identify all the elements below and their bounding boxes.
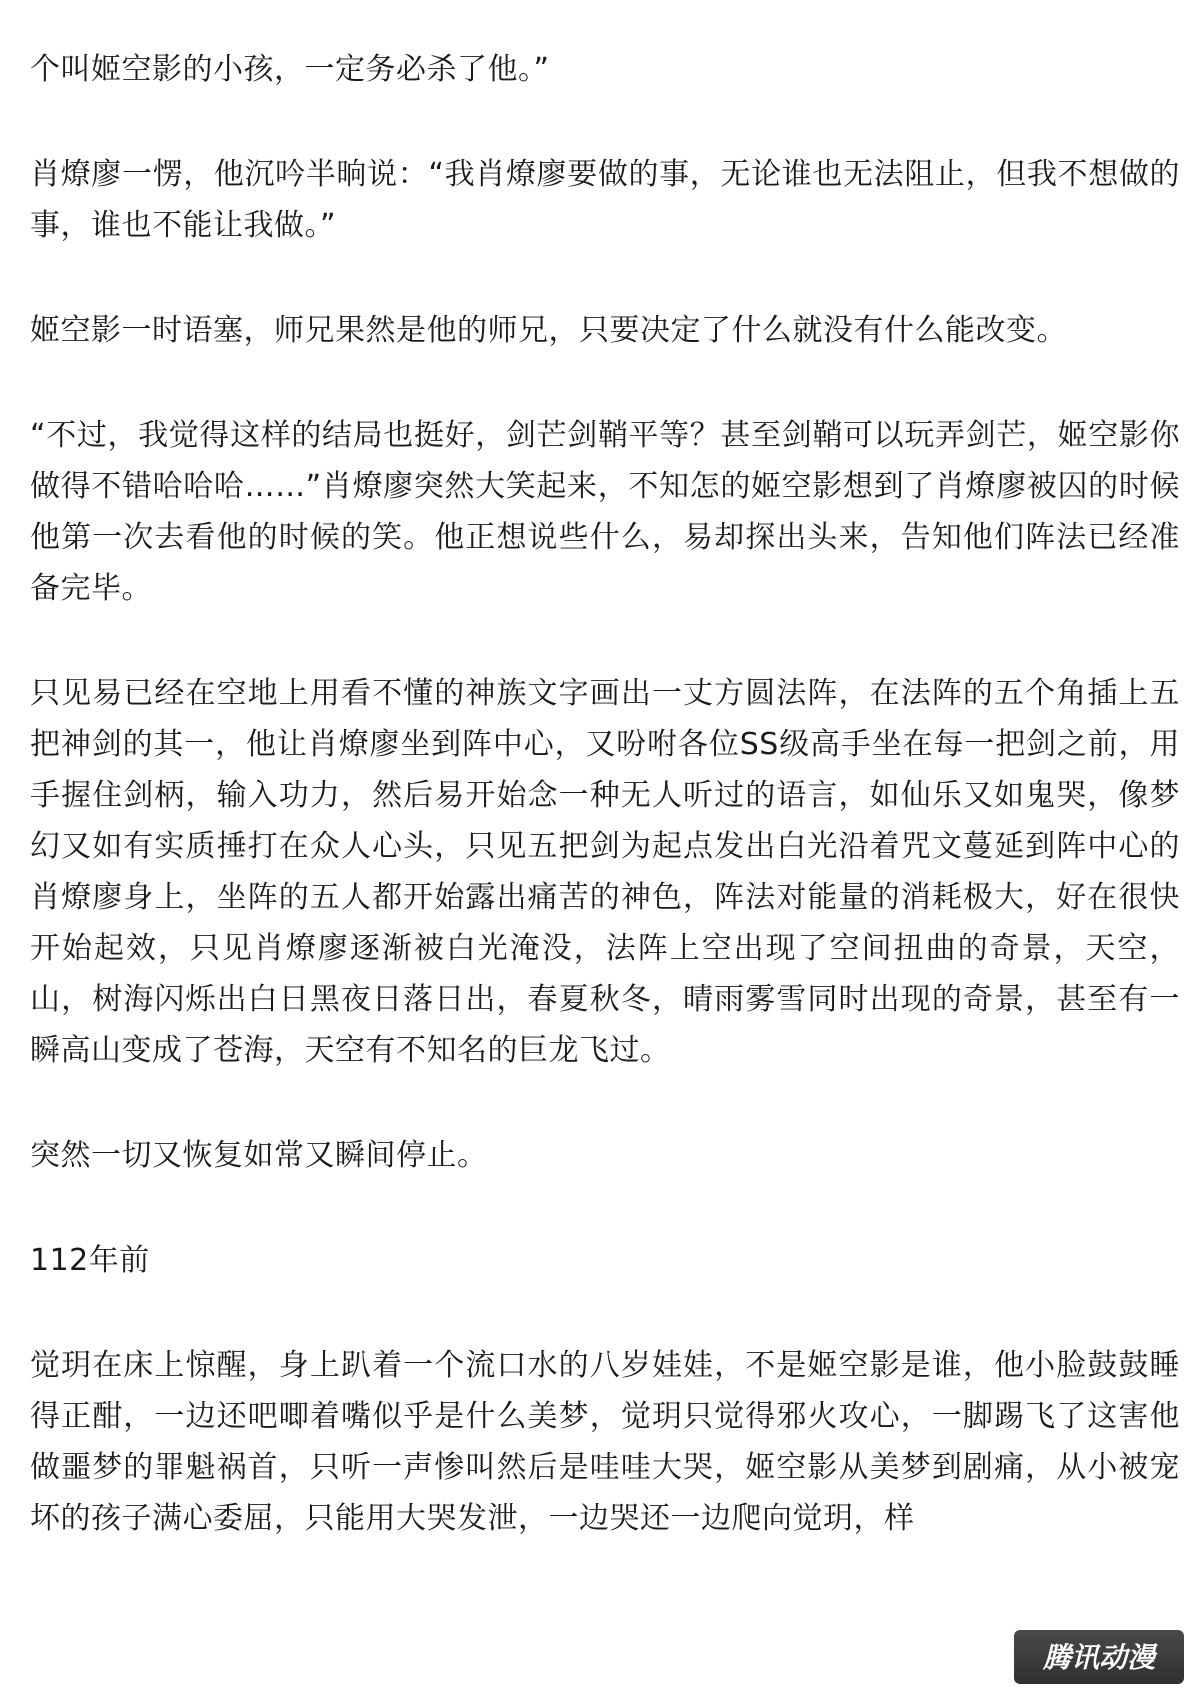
tencent-comic-logo-icon (1024, 1637, 1174, 1677)
tencent-comic-watermark (1014, 1630, 1184, 1684)
paragraph-5: 只见易已经在空地上用看不懂的神族文字画出一丈方圆法阵，在法阵的五个角插上五把神剑的其一，他让肖燎廖坐到阵中心，又吩咐各位SS级高手坐在每一把剑之前，用手握住剑柄，输入功力，然后易开始念一种无人听过的语言，如仙乐又如鬼哭，像梦幻又如有实质捶打在众人心头，只见五把剑为起点发出白光沿着咒文蔓延到阵中心的肖燎廖身上，坐阵的五人都开始露出痛苦的神色，阵法对能量的消耗极大，好在很快开始起效，只见肖燎廖逐渐被白光淹没，法阵上空出现了空间扭曲的奇景，天空，山，树海闪烁出白日黑夜日落日出，春夏秋冬，晴雨雾雪同时出现的奇景，甚至有一瞬高山变成了苍海，天空有不知名的巨龙飞过。 (30, 676, 1180, 1068)
document-body (30, 44, 1180, 1598)
paragraph-4: “不过，我觉得这样的结局也挺好，剑芒剑鞘平等？甚至剑鞘可以玩弄剑芒，姬空影你做得不错哈哈哈……”肖燎廖突然大笑起来，不知怎的姬空影想到了肖燎廖被囚的时候他第一次去看他的时候的笑。他正想说些什么，易却探出头来，告知他们阵法已经准备完毕。 (30, 418, 1180, 606)
watermark-text: 腾讯动漫 (1042, 1641, 1156, 1674)
paragraph-3: 姬空影一时语塞，师兄果然是他的师兄，只要决定了什么就没有什么能改变。 (30, 313, 1067, 348)
paragraph-1: 个叫姬空影的小孩，一定务必杀了他。” (30, 52, 550, 87)
paragraph-7: 觉玥在床上惊醒，身上趴着一个流口水的八岁娃娃，不是姬空影是谁，他小脸鼓鼓睡得正酣，一边还吧唧着嘴似乎是什么美梦，觉玥只觉得邪火攻心，一脚踢飞了这害他做噩梦的罪魁祸首，只听一声惨叫然后是哇哇大哭，姬空影从美梦到剧痛，从小被宠坏的孩子满心委屈，只能用大哭发泄，一边哭还一边爬向觉玥，样 (30, 1348, 1180, 1536)
section-heading: 112年前 (30, 1243, 150, 1278)
paragraph-6: 突然一切又恢复如常又瞬间停止。 (30, 1138, 488, 1173)
paragraph-2: 肖燎廖一愣，他沉吟半晌说：“我肖燎廖要做的事，无论谁也无法阻止，但我不想做的事，谁也不能让我做。” (30, 157, 1180, 243)
